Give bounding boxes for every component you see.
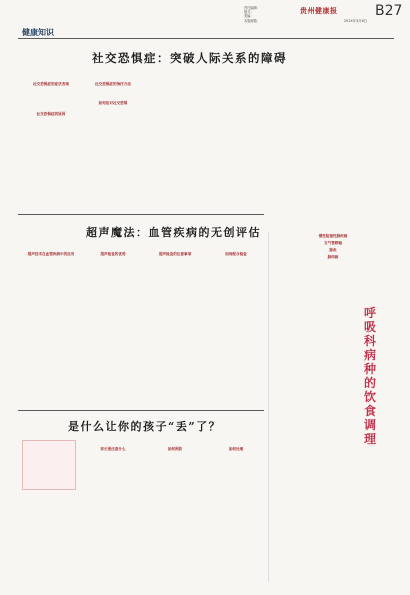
article1-columns-rest — [146, 80, 396, 208]
meta-line: 本版邮箱： — [244, 18, 260, 23]
article2-subhead: 超声检查的优势 — [100, 252, 126, 256]
article4-sidebar-box — [22, 440, 76, 490]
article3-subhead: 慢性阻塞性肺疾病 — [318, 234, 348, 238]
meta-line: 版式： — [244, 10, 254, 15]
divider — [18, 214, 264, 215]
article3-subhead: 支气管哮喘 — [324, 241, 342, 245]
header-rule — [18, 38, 394, 39]
article1-subhead: 如何应对社交恐惧 — [98, 101, 128, 106]
article2-subhead: 超声检查的注意事项 — [158, 252, 192, 256]
article3-subhead: 肺结核 — [327, 255, 339, 259]
article4-column-3 — [146, 445, 204, 587]
article4-column-4 — [208, 445, 264, 587]
article4-subhead: 家长要注意什么 — [100, 447, 126, 451]
issue-date: 2024年3月8日 — [344, 19, 368, 23]
article4-column-2 — [84, 445, 142, 587]
article1-subhead: 社交恐惧症的原因 — [36, 112, 66, 117]
article3-subhead: 肺炎 — [329, 248, 337, 252]
article4-title: 是什么让你的孩子“丢”了？ — [68, 420, 222, 433]
article1-column-2 — [84, 80, 142, 208]
article2-subhead: 如何配合检查 — [225, 252, 247, 256]
section-title: 健康知识 — [22, 28, 54, 37]
article2-column-2 — [84, 250, 142, 405]
article4-column-1 — [22, 492, 80, 587]
article3-title: 呼吸科病种的饮食调理 — [364, 306, 377, 446]
article2-column-3 — [146, 250, 204, 405]
page-number: B27 — [375, 3, 403, 19]
divider — [18, 410, 264, 411]
article2-column-4 — [208, 250, 264, 405]
article2-column-1 — [22, 250, 80, 405]
article1-title: 社交恐惧症：突破人际关系的障碍 — [92, 51, 287, 65]
editor-meta — [244, 6, 260, 23]
newspaper-brand: 贵州健康报 — [300, 6, 338, 15]
article1-column-1 — [22, 80, 80, 208]
article4-subhead: 如何预防 — [167, 447, 183, 451]
meta-line: 责任编辑： — [244, 6, 260, 10]
article4-subhead: 如何处理 — [228, 447, 244, 451]
article2-subhead: 超声技术在血管疾病中的应用 — [27, 252, 75, 256]
article2-title: 超声魔法：血管疾病的无创评估 — [86, 226, 261, 239]
meta-line: 美编： — [244, 14, 254, 19]
article1-subhead: 社交恐惧症的症状表现 — [33, 82, 69, 86]
article1-subhead: 社交恐惧症的治疗方法 — [95, 82, 131, 86]
